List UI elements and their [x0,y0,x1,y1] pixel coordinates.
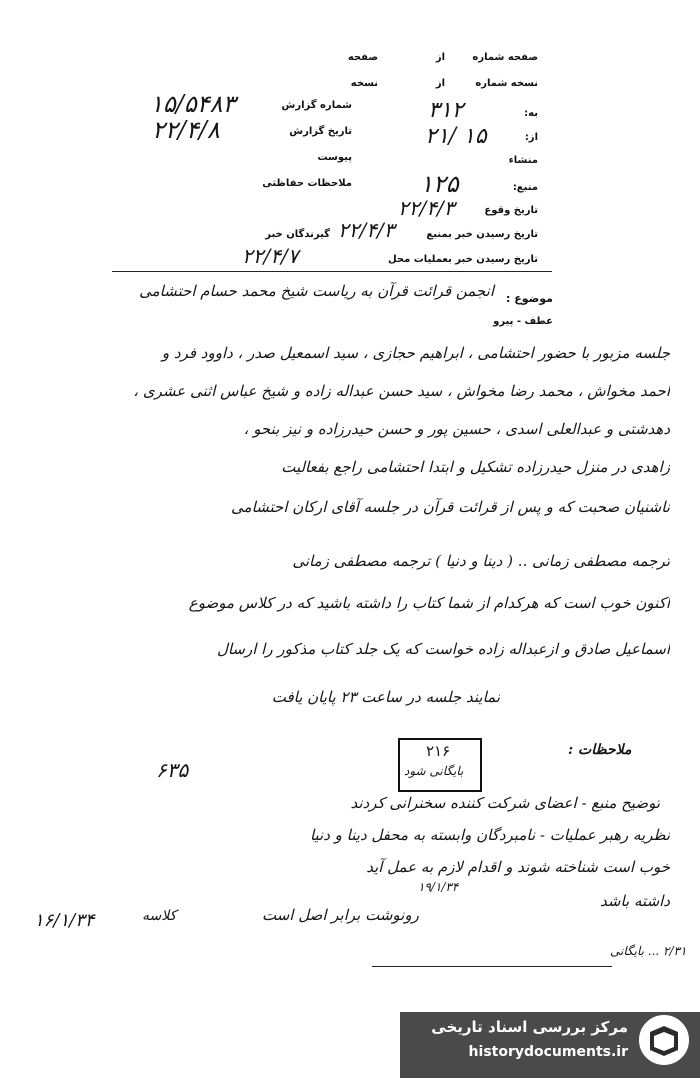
body-line: جلسه مزبور با حضور احتشامی ، ابراهیم حجازی ، سید اسمعیل صدر ، داوود فرد و [161,344,670,362]
to-label: به: [524,108,538,119]
class-number: ۱۶/۱/۳۴ [34,910,95,931]
event-date-label: تاریخ وقوع [484,205,538,216]
notes-number: ۶۳۵ [156,758,189,782]
body-line: اسماعیل صادق و ازعبداله زاده خواست که یک جلد کتاب مذکور را ارسال [216,640,670,658]
reference-label: عطف - پیرو [493,316,553,327]
reporters-label: گیرندگان خبر [265,229,330,240]
header-divider [112,271,552,272]
copy-number-label: نسخه شماره [475,78,538,89]
watermark-url: historydocuments.ir [468,1044,628,1060]
event-date-value: ۲۲/۴/۳ [398,196,455,220]
notes-line: نظریه رهبر عملیات - نامبردگان وابسته به محفل دینا و دنیا [309,826,670,844]
report-number-value: ۱۵/۵۴۸۳ [150,90,236,118]
ops-date-label: تاریخ رسیدن خبر بعملیات محل [387,254,538,265]
received-date-label: تاریخ رسیدن خبر بمنبع [426,229,538,240]
archive-stamp [398,738,482,792]
body-line: ترجمه مصطفی زمانی .. ( دینا و دنیا ) ترجمه مصطفی زمانی [292,552,670,570]
report-date-label: تاریخ گزارش [289,126,352,137]
origin-label: منشاء [508,155,538,166]
notes-line: داشته باشد [600,892,670,910]
body-line: اکنون خوب است که هرکدام از شما کتاب را داشته باشید که در کلاس موضوع [188,594,670,612]
class-label: کلاسه [142,908,177,924]
source-label: منبع: [512,182,538,193]
body-line: نمایند جلسه در ساعت ۲۳ پایان یافت [271,688,500,706]
report-date-value: ۲۲/۴/۸ [152,116,220,144]
body-line: زاهدی در منزل حیدرزاده تشکیل و ابتدا احتشامی راجع بفعالیت [281,458,670,476]
page-from-label: از [435,52,445,63]
page-number-label: صفحه شماره [472,52,538,63]
report-number-label: شماره گزارش [281,100,352,111]
copy-from-label: از [435,78,445,89]
stamp-number: ۲۱۶ [426,742,451,760]
copy-sheet-label: نسخه [350,78,378,89]
certified-copy-text: رونوشت برابر اصل است [262,906,419,924]
notes-line: خوب است شناخته شوند و اقدام لازم به عمل آید [366,858,670,876]
security-notes-label: ملاحظات حفاظتی [262,178,352,189]
ops-date-value: ۲۲/۴/۷ [242,244,299,268]
subject-label: موضوع : [506,292,553,305]
subject-value: انجمن قرائت قرآن به ریاست شیخ محمد حسام احتشامی [139,282,494,300]
archive-logo-icon [636,1012,692,1068]
body-line: دهدشتی و عبدالعلی اسدی ، حسین پور و حسن حیدرزاده و نیز بنحو ، [243,420,670,438]
notes-title: ملاحظات : [568,742,632,758]
stamp-text: بایگانی شود [404,764,464,778]
from-value: ۲۱/ ۱۵ [425,124,487,149]
bottom-reference: ۲/۳۱ ... بایگانی [610,944,687,958]
date-stamp: ۱۹/۱/۳۴ [418,880,459,894]
received-date-value: ۲۲/۴/۳ [338,218,395,242]
to-value: ۳۱۲ [428,98,464,123]
body-line: احمد مخواش ، محمد رضا مخواش ، سید حسن عبداله زاده و شیخ عباس اثنی عشری ، [133,382,670,400]
notes-line: توضیح منبع - اعضای شرکت کننده سخنرانی کردند [350,794,660,812]
signature-line [372,966,612,967]
body-line: ناشنیان صحبت که و پس از قرائت قرآن در جلسه آقای ارکان احتشامی [231,498,670,516]
watermark-title: مرکز بررسی اسناد تاریخی [431,1018,628,1036]
attachment-label: پیوست [317,152,352,163]
source-value: ۱۲۵ [420,170,459,198]
from-label: از: [524,132,538,143]
page-sheet-label: صفحه [347,52,378,63]
